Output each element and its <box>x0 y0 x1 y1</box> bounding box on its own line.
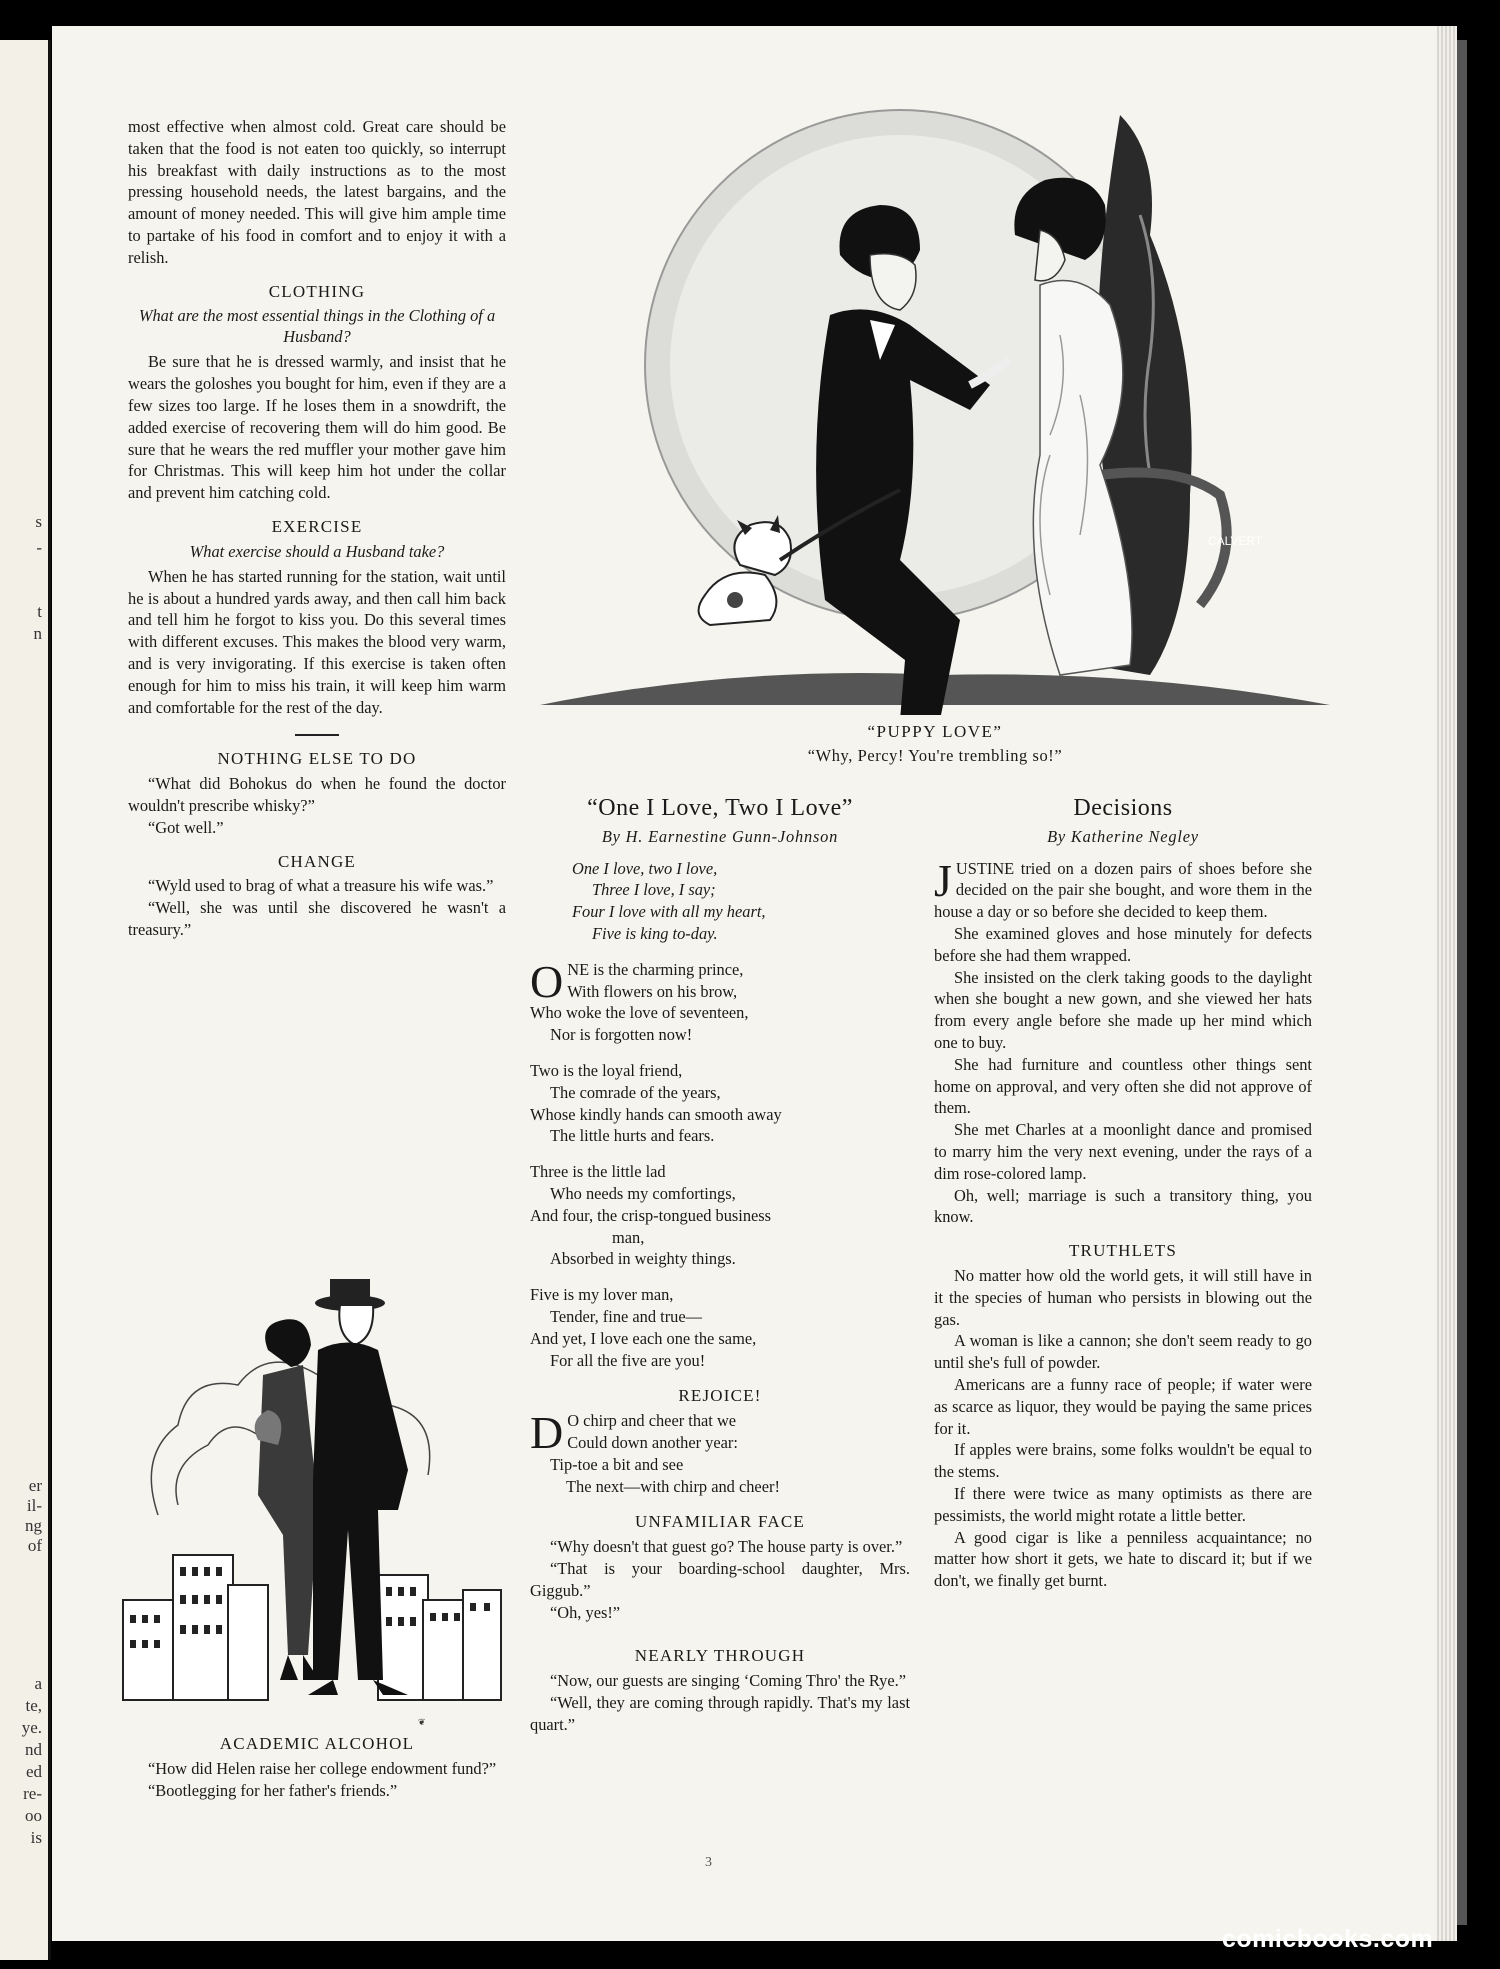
verse-line: Tip-toe a bit and see <box>550 1454 684 1474</box>
verse-line: Two is the loyal friend, <box>530 1060 683 1080</box>
prev-fragment: s <box>35 512 42 531</box>
rejoice-heading: REJOICE! <box>678 1386 762 1406</box>
unfamiliar-face-heading: UNFAMILIAR FACE <box>635 1512 805 1532</box>
truthlet-paragraph: If apples were brains, some folks wouldn't be equal to the stems. <box>934 1440 1312 1482</box>
verse-line: O chirp and cheer that we <box>567 1411 737 1431</box>
previous-page-edge <box>0 40 51 1960</box>
verse-line: The little hurts and fears. <box>550 1126 715 1146</box>
decisions-paragraph: She met Charles at a moonlight dance and promised to marry him the very next evening, under the rays of a dim rose-colored lamp. <box>934 1120 1312 1183</box>
verse-line: Absorbed in weighty things. <box>550 1249 736 1269</box>
verse-line: Three is the little lad <box>530 1162 666 1182</box>
verse-line: man, <box>612 1227 645 1247</box>
joke-question: “How did Helen raise her college endowment fund?” <box>148 1758 497 1778</box>
joke-question: “Now, our guests are singing ‘Coming Thro' the Rye.” <box>550 1671 906 1691</box>
puppy-love-illustration <box>540 95 1330 715</box>
prev-fragment: ye. <box>21 1718 42 1737</box>
verse-line: And yet, I love each one the same, <box>530 1328 757 1348</box>
decisions-paragraph: She examined gloves and hose minutely for defects before she had them wrapped. <box>934 923 1312 965</box>
verse-line: Tender, fine and true— <box>550 1306 703 1326</box>
joke-question: “What did Bohokus do when he found the doctor wouldn't prescribe whisky?” <box>128 774 506 815</box>
joke-answer: “That is your boarding-school daughter, Mrs. Giggub.” <box>530 1558 910 1600</box>
joke-question: “Why doesn't that guest go? The house party is over.” <box>550 1537 903 1557</box>
verse-line: Whose kindly hands can smooth away <box>530 1104 782 1124</box>
watermark: comicbooks.com <box>1222 1925 1434 1953</box>
joke-answer: “Well, she was until she discovered he wasn't a treasury.” <box>128 898 506 939</box>
poem-epigraph <box>530 858 910 945</box>
left-column <box>128 116 506 941</box>
drop-cap: D <box>530 1407 564 1459</box>
prev-fragment: of <box>27 1536 42 1555</box>
verse-line: Nor is forgotten now! <box>550 1025 693 1045</box>
verse-line: With flowers on his brow, <box>567 981 738 1001</box>
prev-fragment: te, <box>25 1696 42 1715</box>
svg-text:❦: ❦ <box>418 1717 426 1727</box>
decisions-paragraph: She had furniture and countless other things sent home on approval, and very often she did not approve of them. <box>934 1054 1312 1118</box>
decisions-byline: By Katherine Negley <box>1047 826 1199 846</box>
prev-fragment: t <box>37 602 42 621</box>
prev-fragment: - <box>36 538 42 557</box>
prev-fragment: is <box>30 1828 42 1847</box>
academic-alcohol-section <box>128 1733 506 1801</box>
truthlet-paragraph: Americans are a funny race of people; if water were as scarce as liquor, they would be paying the same prices for it. <box>934 1374 1312 1438</box>
prev-fragment: ed <box>25 1762 42 1781</box>
change-heading: CHANGE <box>277 851 357 871</box>
poem-byline: By H. Earnestine Gunn-Johnson <box>601 826 839 846</box>
verse-line: The next—with chirp and cheer! <box>566 1476 780 1496</box>
decisions-paragraph <box>934 854 1312 923</box>
verse-line: Three I love, I say; <box>592 880 716 900</box>
joke-reply: “Oh, yes!” <box>550 1602 621 1622</box>
poem-stanza-1 <box>530 955 910 1046</box>
decisions-paragraph: Oh, well; marriage is such a transitory thing, you know. <box>934 1185 1312 1227</box>
truthlets-heading: TRUTHLETS <box>1068 1241 1178 1261</box>
illustration-caption-text: “Why, Percy! You're trembling so!” <box>807 746 1063 765</box>
prev-fragment: n <box>33 624 42 643</box>
prev-fragment: il- <box>26 1496 42 1515</box>
poem-stanza-2 <box>530 1060 910 1147</box>
prev-fragment: oo <box>25 1806 42 1825</box>
decisions-text: USTINE tried on a dozen pairs of shoes before she decided on the pair she bought, and wore them in the house a day or so before she decided to keep them. <box>934 858 1312 922</box>
clothing-paragraph: Be sure that he is dressed warmly, and insist that he wears the goloshes you bought for him, even if they are a few sizes too large. If he loses them in a snowdrift, the added exercise of recovering them will do him good. Be sure that he wears the red muffler your mother gave him for Christmas. This will keep him hot under the collar and prevent him catching cold. <box>128 352 506 503</box>
truthlet-paragraph: A good cigar is like a penniless acquaintance; no matter how short it gets, we hate to discard it; but if we don't, we finally get burnt. <box>934 1527 1312 1591</box>
nothing-else-heading: NOTHING ELSE TO DO <box>217 749 417 769</box>
verse-line: And four, the crisp-tongued business <box>530 1205 772 1225</box>
right-column <box>934 795 1312 1592</box>
prev-fragment: re- <box>23 1784 42 1803</box>
section-divider <box>295 734 339 736</box>
truthlet-paragraph: No matter how old the world gets, it will still have in it the species of human who persists in blowing out the gas. <box>934 1265 1312 1329</box>
decisions-title: Decisions <box>1073 795 1173 821</box>
prev-fragment: ng <box>25 1516 42 1535</box>
verse-line: Five is my lover man, <box>530 1285 674 1305</box>
drop-cap: O <box>530 955 564 1007</box>
joke-answer: “Bootlegging for her father's friends.” <box>148 1780 398 1800</box>
artist-signature: CALVERT <box>1208 534 1263 548</box>
clothing-question: What are the most essential things in the Clothing of a Husband? <box>138 306 496 347</box>
illustration-caption-title: “PUPPY LOVE” <box>867 722 1003 741</box>
truthlet-paragraph: A woman is like a cannon; she don't seem ready to go until she's full of powder. <box>934 1331 1312 1373</box>
verse-line: Four I love with all my heart, <box>572 902 766 922</box>
truthlet-paragraph: If there were twice as many optimists as there are pessimists, the world might rotate a little better. <box>934 1483 1312 1525</box>
decisions-paragraph: She insisted on the clerk taking goods to the daylight when she bought a new gown, and she viewed her hats from every angle before she made up her mind which one to buy. <box>934 967 1312 1052</box>
joke-answer: “Got well.” <box>148 817 224 837</box>
nearly-through-heading: NEARLY THROUGH <box>634 1646 806 1666</box>
academic-alcohol-heading: ACADEMIC ALCOHOL <box>219 1734 415 1753</box>
prev-fragment: nd <box>25 1740 42 1759</box>
prev-fragment: er <box>28 1476 42 1495</box>
page-number: 3 <box>705 1855 712 1870</box>
clothing-heading: CLOTHING <box>268 281 366 301</box>
rejoice-verse <box>530 1407 910 1497</box>
verse-line: Who woke the love of seventeen, <box>530 1003 749 1023</box>
poem-stanza-4 <box>530 1284 910 1371</box>
prev-fragment: a <box>34 1674 42 1693</box>
joke-answer: “Well, they are coming through rapidly. That's my last quart.” <box>530 1692 910 1734</box>
poem-stanza-3 <box>530 1161 910 1270</box>
verse-line: Five is king to-day. <box>592 923 718 943</box>
verse-line: NE is the charming prince, <box>567 959 744 979</box>
verse-line: Who needs my comfortings, <box>550 1183 736 1203</box>
verse-line: The comrade of the years, <box>550 1082 721 1102</box>
middle-column <box>530 795 910 1735</box>
poem-title: “One I Love, Two I Love” <box>587 795 853 821</box>
breakfast-paragraph: most effective when almost cold. Great care should be taken that the food is not eaten too quickly, so interrupt his breakfast with daily instructions as to the most pressing household needs, the latest bargains, and the amount of money needed. This will give him ample time to partake of his food in comfort and to enjoy it with a relish. <box>128 117 506 267</box>
verse-line: Could down another year: <box>567 1432 738 1452</box>
exercise-heading: EXERCISE <box>271 516 363 536</box>
verse-line: For all the five are you! <box>550 1350 706 1370</box>
drop-cap: J <box>934 854 952 906</box>
exercise-paragraph: When he has started running for the station, wait until he is about a hundred yards away, and then call him back and tell him he forgot to kiss you. Do this several times with different excuses. This makes the blood very warm, and is very invigorating. If this exercise is taken often enough for him to miss his train, it will keep him warm and comfortable for the rest of the day. <box>128 566 506 717</box>
academic-alcohol-illustration <box>118 1255 503 1735</box>
exercise-question: What exercise should a Husband take? <box>189 541 445 561</box>
joke-question: “Wyld used to brag of what a treasure his wife was.” <box>148 876 494 896</box>
binding-shadow <box>1457 40 1467 1925</box>
page-stack-edge <box>1437 26 1457 1941</box>
verse-line: One I love, two I love, <box>572 858 718 878</box>
